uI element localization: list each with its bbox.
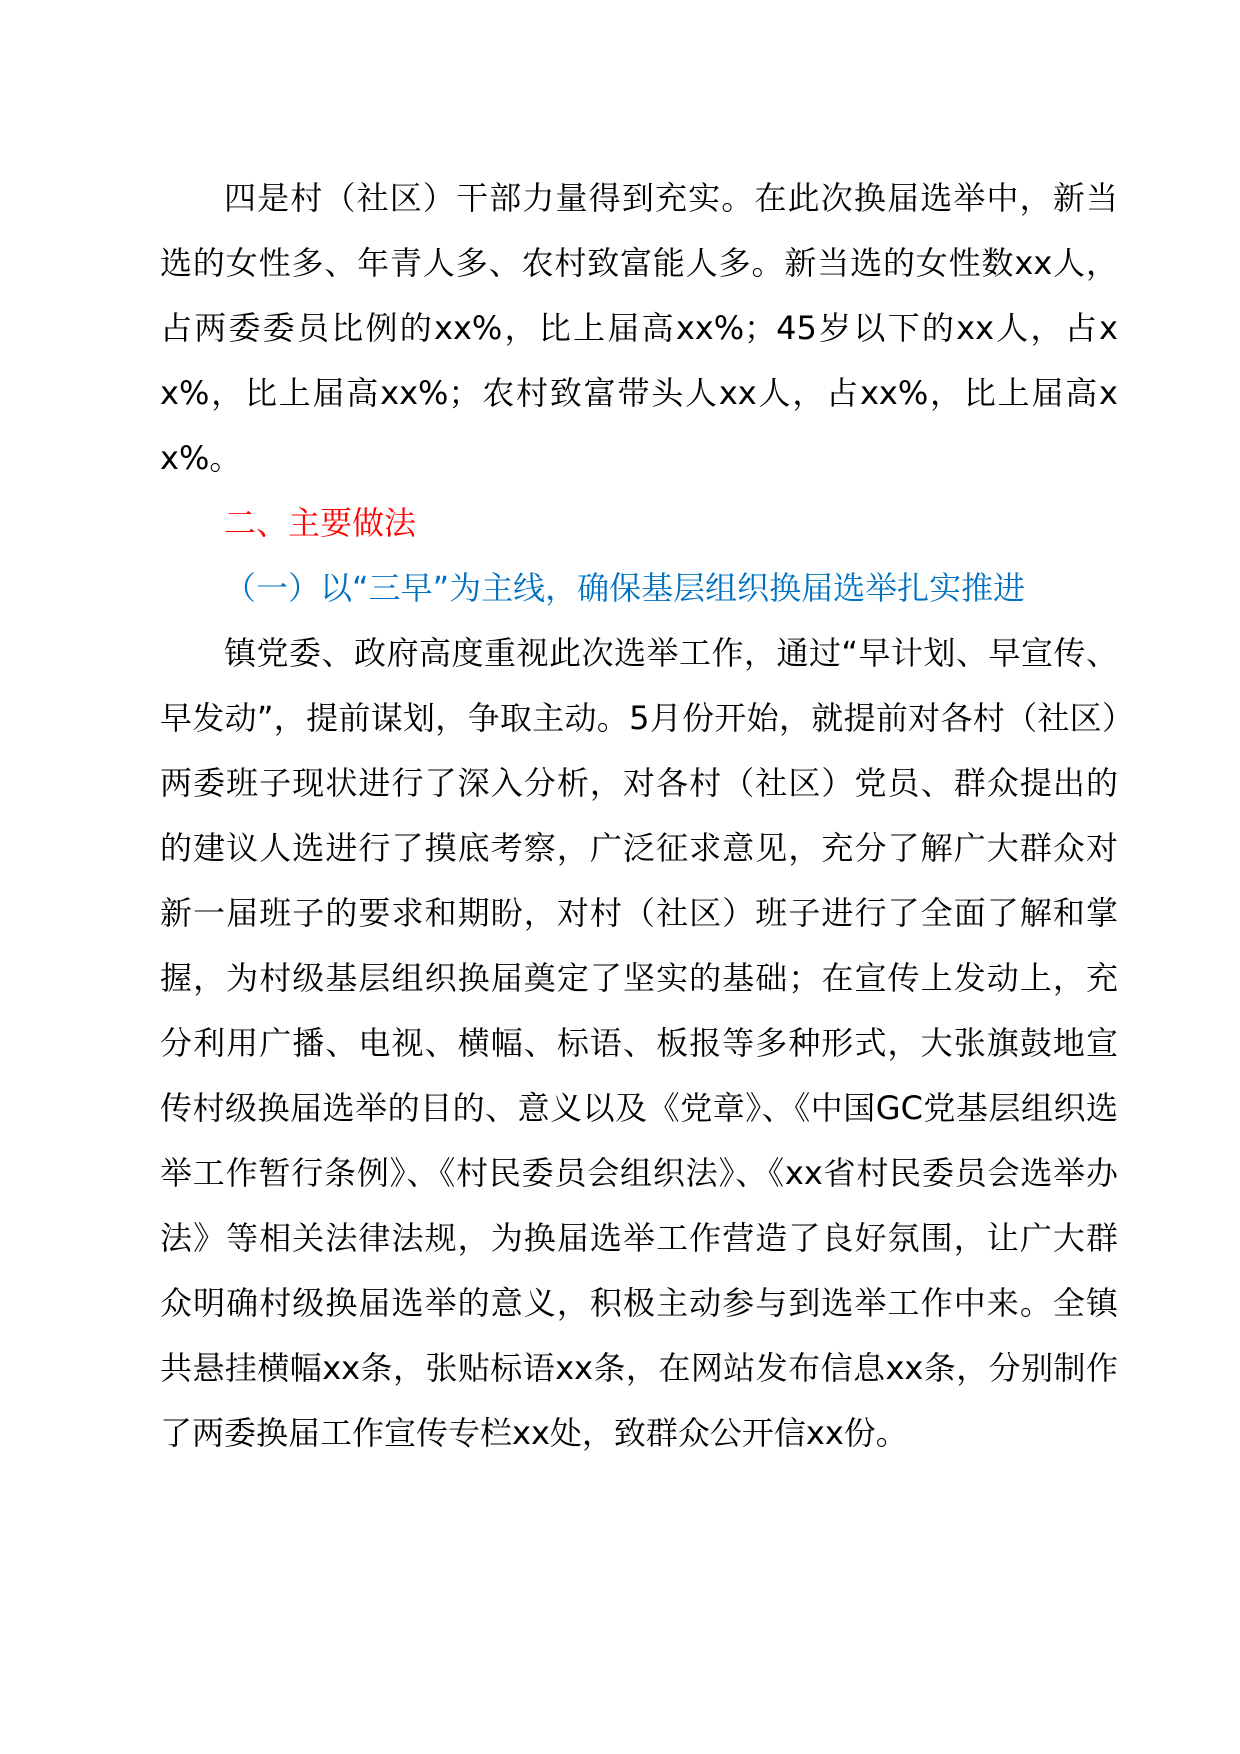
section-heading-main-practices: 二、主要做法 <box>224 504 417 542</box>
body-paragraph-three-early: 镇党委、政府高度重视此次选举工作，通过“早计划、早宣传、早发动”，提前谋划，争取主动。5月份开始，就提前对各村（社区）两委班子现状进行了深入分析，对各村（社区）党员、群众提出的的建议人选进行了摸底考察，广泛征求意见，充分了解广大群众对新一届班子的要求和期盼，对村（社区）班子进行了全面了解和掌握，为村级基层组织换届奠定了坚实的基础；在宣传上发动上，充分利用广播、电视、横幅、标语、板报等多种形式，大张旗鼓地宣传村级换届选举的目的、意义以及《党章》、《中国GC党基层组织选举工作暂行条例》、《村民委员会组织法》、《xx省村民委员会选举办法》等相关法律法规，为换届选举工作营造了良好氛围，让广大群众明确村级换届选举的意义，积极主动参与到选举工作中来。全镇共悬挂横幅xx条，张贴标语xx条，在网站发布信息xx条，分别制作了两委换届工作宣传专栏xx处，致群众公开信xx份。 <box>160 634 1118 1452</box>
body-paragraph-achievement-4: 四是村（社区）干部力量得到充实。在此次换届选举中，新当选的女性多、年青人多、农村致富能人多。新当选的女性数xx人，占两委委员比例的xx%，比上届高xx%；45岁以下的xx人，占xx%，比上届高xx%；农村致富带头人xx人，占xx%，比上届高xx%。 <box>160 179 1118 477</box>
subsection-heading-three-early: （一）以“三早”为主线，确保基层组织换届选举扎实推进 <box>224 569 1026 607</box>
document-body <box>160 166 1118 1466</box>
